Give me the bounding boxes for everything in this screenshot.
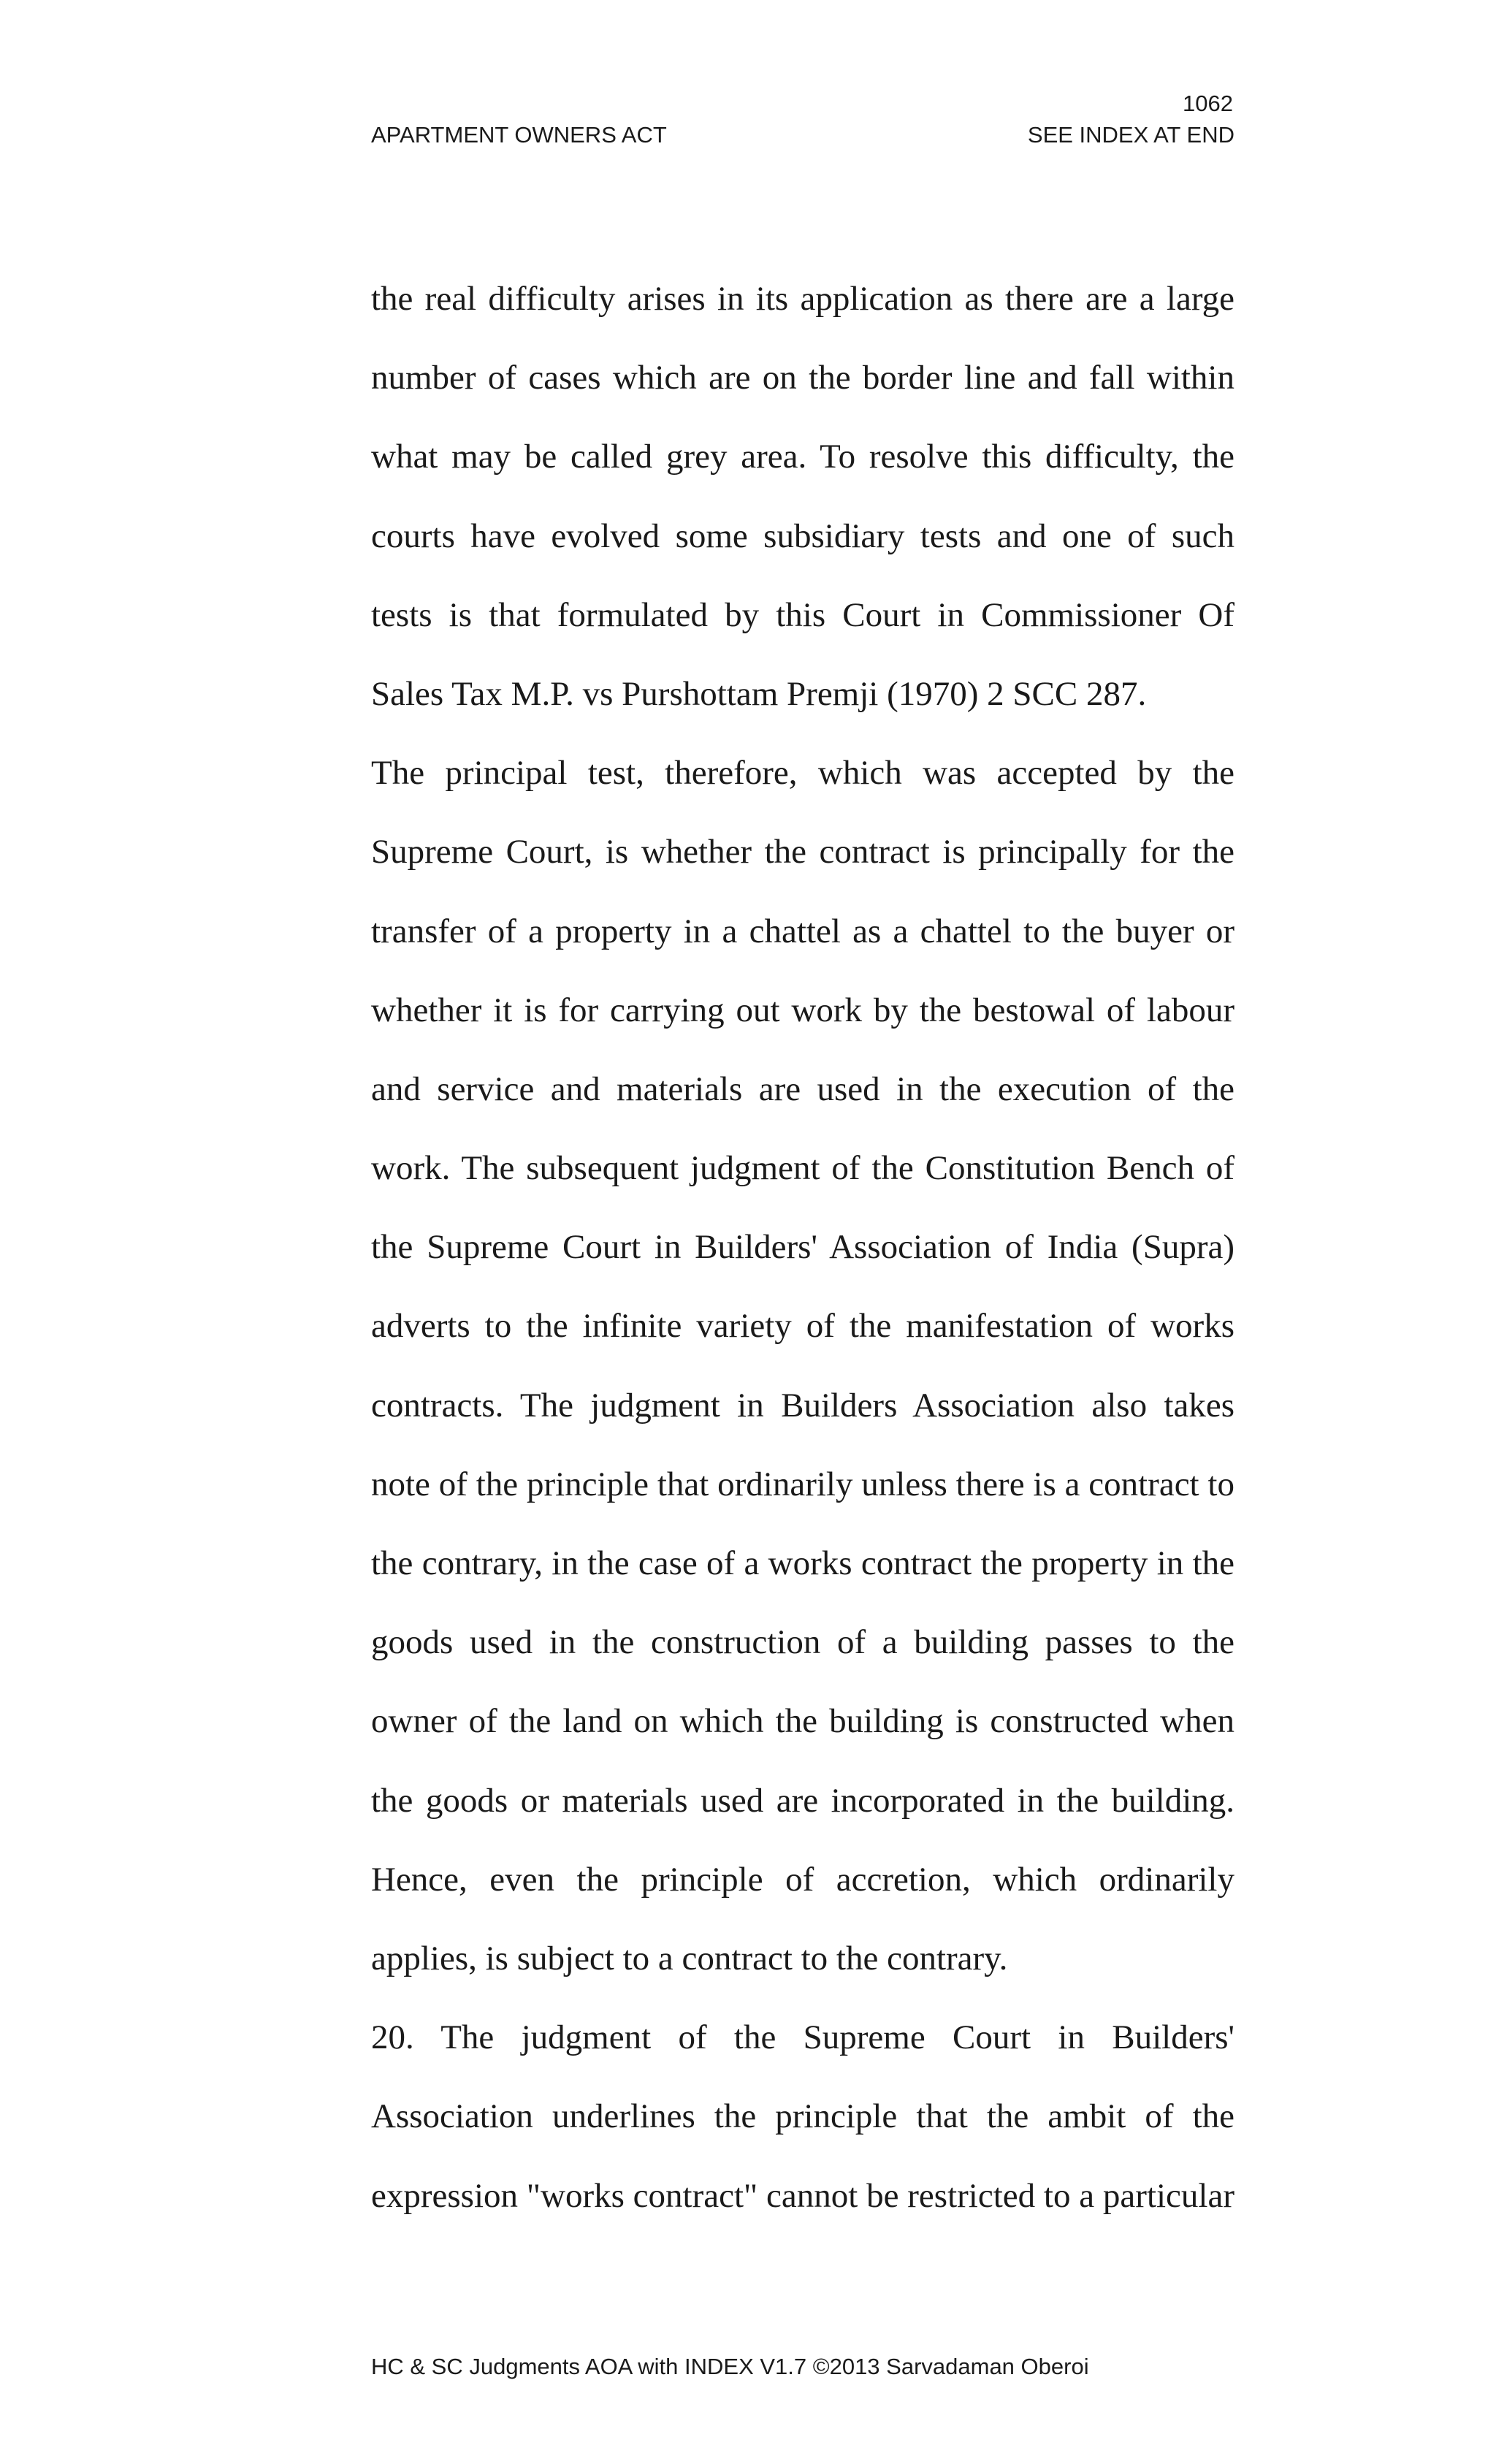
text-line: 20. The judgment of the Supreme Court in Builders' [371, 2018, 1234, 2057]
text-line: goods used in the construction of a building passes to the [371, 1623, 1234, 1662]
text-line: Hence, even the principle of accretion, which ordinarily [371, 1860, 1234, 1899]
text-line: contracts. The judgment in Builders Association also takes [371, 1386, 1234, 1424]
text-line: the goods or materials used are incorporated in the building. [371, 1781, 1234, 1820]
footer-copyright: HC & SC Judgments AOA with INDEX V1.7 ©2013 Sarvadaman Oberoi [371, 2354, 1089, 2379]
text-line: the contrary, in the case of a works contract the property in the [371, 1544, 1234, 1582]
body-text [371, 259, 1234, 2235]
text-line: Sales Tax M.P. vs Purshottam Premji (1970) 2 SCC 287. [371, 674, 1147, 713]
text-line: tests is that formulated by this Court in Commissioner Of [371, 595, 1234, 634]
text-line: courts have evolved some subsidiary tests and one of such [371, 516, 1234, 555]
header-left-title: APARTMENT OWNERS ACT [371, 122, 667, 148]
text-line: whether it is for carrying out work by the bestowal of labour [371, 991, 1234, 1029]
text-line: transfer of a property in a chattel as a chattel to the buyer or [371, 912, 1234, 950]
text-line: expression "works contract" cannot be restricted to a particular [371, 2176, 1234, 2215]
text-line: Supreme Court, is whether the contract is principally for the [371, 833, 1234, 871]
text-line: applies, is subject to a contract to the contrary. [371, 1939, 1008, 1977]
text-line: number of cases which are on the border line and fall within [371, 359, 1234, 397]
text-line: adverts to the infinite variety of the manifestation of works [371, 1307, 1234, 1346]
text-line: Association underlines the principle that the ambit of the [371, 2097, 1234, 2136]
text-line: what may be called grey area. To resolve this difficulty, the [371, 438, 1234, 476]
text-line: and service and materials are used in the execution of the [371, 1069, 1234, 1108]
text-line: owner of the land on which the building is constructed when [371, 1702, 1234, 1741]
text-line: The principal test, therefore, which was accepted by the [371, 754, 1234, 793]
running-header [371, 121, 1234, 150]
text-line: the Supreme Court in Builders' Association of India (Supra) [371, 1228, 1234, 1267]
text-line: note of the principle that ordinarily unless there is a contract to [371, 1465, 1234, 1503]
text-line: the real difficulty arises in its application as there are a large [371, 280, 1234, 318]
page-number: 1062 [1183, 91, 1233, 116]
header-right-note: SEE INDEX AT END [1027, 122, 1234, 148]
text-line: work. The subsequent judgment of the Constitution Bench of [371, 1149, 1234, 1188]
